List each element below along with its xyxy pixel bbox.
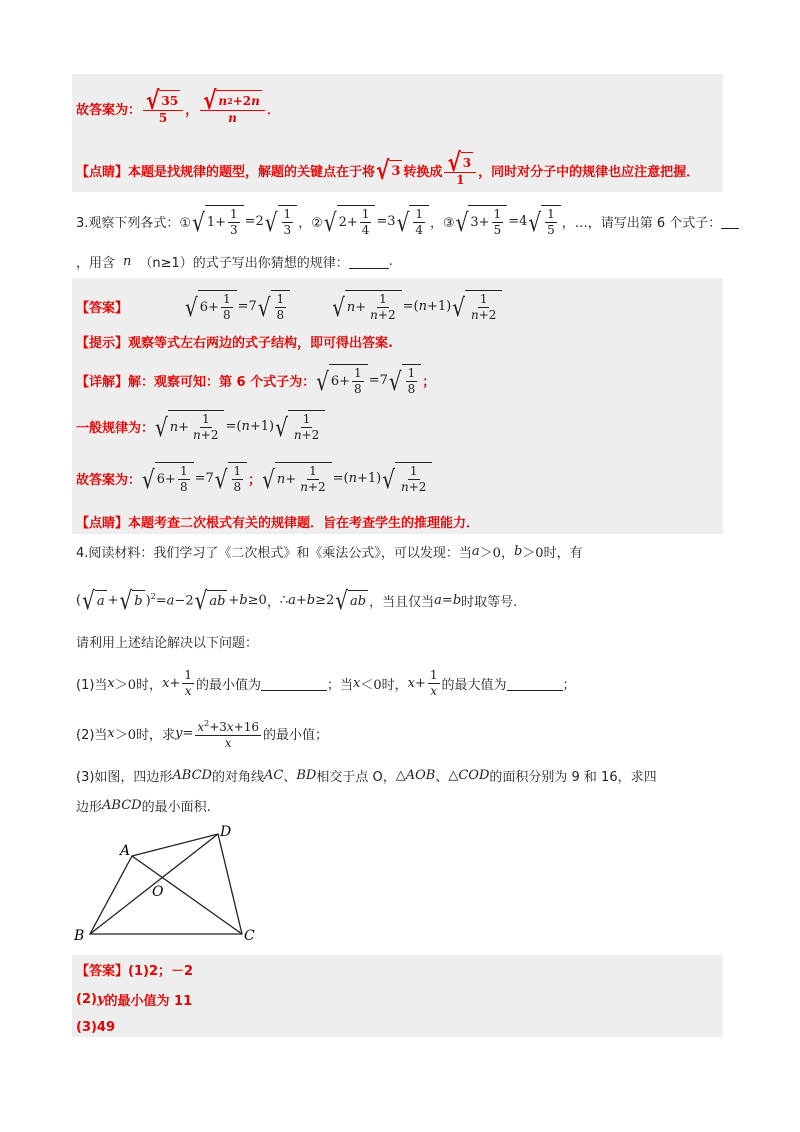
quad-outline <box>90 834 242 934</box>
label-o: O <box>152 884 164 900</box>
label-b: B <box>74 928 85 944</box>
q3-blank-2[interactable] <box>349 254 389 269</box>
q4-part1: (1)当 x ＞0 时， x + $\frac{1}{x}$ 的最小值为 ；当 x ＜0 时， x + $\frac{1}{x}$ 的最大值为 ； <box>76 668 576 698</box>
q4-blank-max[interactable] <box>507 676 563 691</box>
q4-inequality-line: ( √ a + √ b )$^2$=a−2 √ ab +b≥0 ， ∴ a+b≥2 √ ab ，当且仅当 a=b 时取等号. <box>76 585 518 615</box>
q4-answer-3: (3)49 <box>76 1020 116 1035</box>
q4-blank-min[interactable] <box>261 676 327 691</box>
q4-answer-2: (2) y 的最小值为 11 <box>76 992 193 1009</box>
q3-detail-line: 【详解】 解：观察可知：第 6 个式子为： √ 6+ $\frac{1}{8}$ =7 √ $\frac{1}{8}$ ； <box>76 365 436 396</box>
prev-tip-line: 【点睛】 本题是找规律的题型，解题的关键点在于将 √ 3 转换成 √ 3 1 ，同时对分子中的规律也应注意把握． <box>76 147 700 187</box>
q4-intro-line: 4.阅读材料：我们学习了《二次根式》和《乘法公式》，可以发现：当 a ＞0， b ＞0 时，有 <box>76 544 583 561</box>
q4-part3-line2: 边形 ABCD 的最小面积. <box>76 798 211 815</box>
q4-instruction: 请利用上述结论解决以下问题： <box>76 636 259 651</box>
q3-blank-1[interactable] <box>721 214 739 229</box>
label-a: A <box>120 843 131 859</box>
q3-hint-line: 【提示】 观察等式左右两边的式子结构，即可得出答案. <box>76 336 393 351</box>
label-c: C <box>244 928 255 944</box>
q3-answer-line: 【答案】 √ 6+ $\frac{1}{8}$ =7 √ $\frac{1}{8}$ √ n + $\frac{1}{n+2}$ =(n+1) √ $\frac{1}{n+2}$ <box>76 290 503 323</box>
q4-part3: (3)如图，四边形 ABCD 的对角线 AC 、 BD 相交于点 O， △ AOB 、 △ COD 的面积分别为 9 和 16，求四 <box>76 768 657 785</box>
answer-frac-1: √ 35 5 <box>143 90 183 126</box>
q3-statement-line2: ，用含 n （n≥1）的式子写出你猜想的规律： . <box>76 254 393 271</box>
q4-part2: (2)当 x ＞0 时，求 y = $\frac{x^2+3x+16}{x}$ 的最小值； <box>76 716 328 751</box>
q3-final-line: 故答案为： √ 6+ $\frac{1}{8}$ =7 √ $\frac{1}{8}$ ； √ n + $\frac{1}{n+2}$ =(n+1) √ $\frac{1}{n+2}$ <box>76 462 433 495</box>
prev-answer-line: 故答案为： √ 35 5 ， √ n 2 +2 n n ． <box>76 85 280 125</box>
quadrilateral-figure <box>70 818 270 948</box>
q3-statement: 3.观察下列各式：① √ 1+ $\frac{1}{3}$ =2 √ $\frac{1}{3}$ ，② √ 2+ $\frac{1}{4}$ =3 √ $\frac{1}{4}$ ，③ √ 3+ $\frac{1}{5}$ =4 √ $\frac{1}{5}$ ，…，请写出第 6 个式子： <box>76 205 739 238</box>
q3-comment-line: 【点睛】 本题考查二次根式有关的规律题．旨在考查学生的推理能力． <box>76 516 480 531</box>
label-d: D <box>220 824 232 840</box>
q4-answer-1: 【答案】 (1)2；－2 <box>76 964 194 979</box>
answer-frac-2: √ n 2 +2 n n <box>200 90 265 126</box>
q3-general-line: 一般规律为： √ n + $\frac{1}{n+2}$ =(n+1) √ $\frac{1}{n+2}$ <box>76 410 326 443</box>
